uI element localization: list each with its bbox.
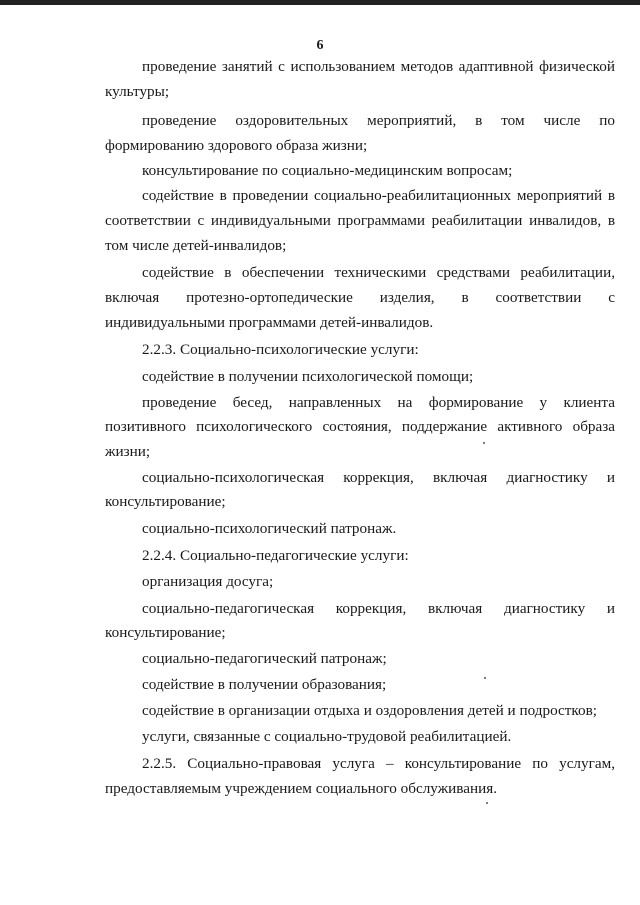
text-line: социально-психологическая коррекция, включая диагностику и — [142, 469, 615, 486]
section-heading: 2.2.3. Социально-психологические услуги: — [142, 341, 419, 358]
text-line: консультирование; — [105, 493, 226, 510]
text-line: социально-педагогическая коррекция, включая диагностику и — [142, 600, 615, 617]
scan-top-edge — [0, 0, 640, 5]
text-line: содействие в обеспечении техническими средствами реабилитации, — [142, 264, 615, 281]
text-line: организация досуга; — [142, 573, 274, 590]
text-line: соответствии с индивидуальными программами реабилитации инвалидов, в — [105, 212, 615, 229]
section-heading: 2.2.4. Социально-педагогические услуги: — [142, 547, 409, 564]
scan-speck — [483, 442, 485, 444]
text-line: проведение занятий с использованием методов адаптивной физической — [142, 58, 615, 75]
text-line: консультирование; — [105, 624, 226, 641]
text-line: проведение оздоровительных мероприятий, в том числе по — [142, 112, 615, 129]
text-line: индивидуальными программами детей-инвалидов. — [105, 314, 434, 331]
scan-speck — [486, 802, 488, 804]
text-line: консультирование по социально-медицинским вопросам; — [142, 162, 513, 179]
text-line: предоставляемым учреждением социального обслуживания. — [105, 780, 498, 797]
text-line: содействие в получении психологической помощи; — [142, 368, 474, 385]
page-number: 6 — [316, 38, 324, 53]
text-line: культуры; — [105, 83, 170, 100]
scan-speck — [484, 677, 486, 679]
text-line: содействие в организации отдыха и оздоровления детей и подростков; — [142, 702, 598, 719]
text-line: социально-педагогический патронаж; — [142, 650, 387, 667]
text-line: содействие в проведении социально-реабилитационных мероприятий в — [142, 187, 615, 204]
text-line: проведение бесед, направленных на формирование у клиента — [142, 394, 615, 411]
text-line: формированию здорового образа жизни; — [105, 137, 368, 154]
text-line: социально-психологический патронаж. — [142, 520, 397, 537]
text-line: включая протезно-ортопедические изделия, в соответствии с — [105, 289, 615, 306]
section-heading: 2.2.5. Социально-правовая услуга – консультирование по услугам, — [142, 755, 615, 772]
text-line: жизни; — [105, 443, 151, 460]
text-line: том числе детей-инвалидов; — [105, 237, 287, 254]
text-line: содействие в получении образования; — [142, 676, 387, 693]
text-line: услуги, связанные с социально-трудовой реабилитацией. — [142, 728, 512, 745]
text-line: позитивного психологического состояния, поддержание активного образа — [105, 418, 615, 435]
